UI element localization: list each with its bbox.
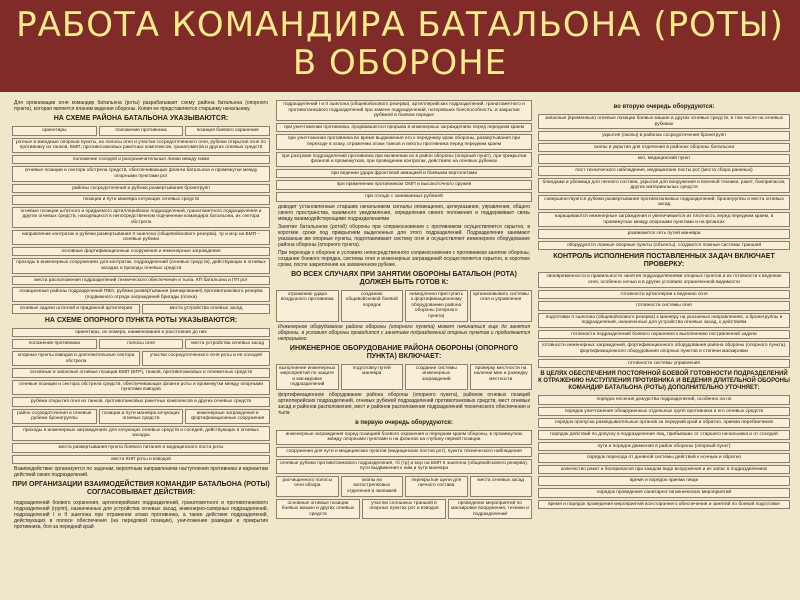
coordination-text: подразделений боевого охранения, артиллерийских подразделений, гранатометного и противотанкового подразделений (групп), назначенных для устройства огневых засад, инженерно-саперных подразделений, подразделений I и II эшелона при отражении атаки противника, а также действия подразделений, действующих в полосе обеспечения (на передовой позиции), уничтожения разведки и прикрытия противника, боя за передний край [14,500,268,531]
info-box: при уничтожении противника, прорвавшегося прорыва в инженерных заграждениях перед передним краем [276,123,532,133]
info-box: порядок проведения санитарно-гигиенических мероприятий [538,488,790,498]
info-box: основные фортификационные сооружения и инженерные заграждения [12,247,270,257]
info-box: наращиваются инженерные заграждения и увеличивается их плотность перед передним краем, в промежутках между опорными пунктами и на флангах [538,212,790,227]
info-box: проходы в инженерных сооружениях для контратак, подразделений (огневых средств), действующих в огневых засадах и проходы огневых средств [12,258,270,273]
row-1 [12,126,270,136]
info-box: немедленно приступить к фортификационному оборудованию района обороны (опорного пункта) [405,290,468,322]
info-box: организовывать системы огня и управления [470,290,533,322]
info-box: готовности артиллерии к ведению огня [538,290,790,300]
info-box: огневые задачи штатной и приданной артиллерии [12,304,140,314]
poster-title [0,6,800,82]
info-box: расчищенного полосы огня обзора [276,476,339,497]
section-heading-first-priority: в первую очередь оборудуются: [355,419,453,426]
info-box: участки сосредоточенного огня роты и ее соседей [142,351,270,366]
info-box: отражению удара воздушного противника [276,290,339,322]
info-box: при отходе с занимаемых рубежей [276,192,532,202]
info-box: порядок действий по допуску в подразделения лиц, прибывших от старшего начальника и от соседей [538,430,790,440]
info-box: готовности системы огня [538,301,790,311]
info-box: места огневых засад [470,476,533,497]
info-box: при уничтожении противника во время выдвижения его к переднему краю обороны, развертывания при переходе в атаку, отражении атаки танков и пехоты противника перед передним краем [276,134,532,149]
info-box: при разгроме подразделений противника при вклинении их в район обороны (опорный пункт), при прикрытии флангов и промежутков, при проведении контратак, действиях на огневых рубежах [276,152,532,167]
info-box: количество ракет и боеприпасов при каждом виде вооружения и их запас в подразделениях [538,465,790,475]
info-box: оборудуются ложные опорные пункты (объекты), создаются ложные системы траншей [538,241,790,251]
info-box: окопы на мотострелковых отделения и экипажей [341,476,404,497]
info-box: своевременности и правильности занятия подразделениями опорных пунктов и их готовности к ведению огня, особенно ночью и в других условиях ограниченной видимости [538,272,790,287]
interaction-note: Взаимодействие организуется по задачам, вероятным направлениям наступления противника и вариантам действий своих подразделений. [14,466,268,479]
info-box: готовности системы управления [538,359,790,369]
info-box: проходы в инженерных заграждениях для кочующих огневых средств и соседей, действующих в огневых засадах [12,426,270,441]
info-box: при ведении удара фронтовой авиацией и боевыми вертолетами [276,169,532,179]
info-box: основные огневые позиции боевых машин и других огневых средств [276,499,360,520]
info-box: развивается сеть путей маневра [538,229,790,239]
info-box: положение противника [12,339,97,349]
row-2 [12,304,270,314]
info-box: огневые рубежи противотанкового подразделения, тб (тр) и мср на БМП II эшелона (общевойскового резерва), пути выдвижения к ним и пути маневра [276,459,532,474]
boxes-first-priority [276,430,532,474]
section-heading-coordination: ПРИ ОРГАНИЗАЦИИ ВЗАИМОДЕЙСТВИЯ КОМАНДИР БАТАЛЬОНА (РОТЫ) СОГЛАСОВЫВАЕТ ДЕЙСТВИЯ: [12,481,270,497]
row-4 [12,351,270,366]
info-box: порядок несения дежурства подразделений, особенно на нп [538,395,790,405]
info-box: основные и запасные огневые позиции БМП (БТР), танков, противотанковых и огнеметных средств [12,368,270,378]
engineering-note: Инженерное оборудование района обороны (опорного пункта) может начинаться еще до занятия обороны, в условиях обороны проводится с занятием подразделений опорных пунктов и продолжается непрерывно. [278,323,530,342]
contact-text: При переходе к обороне в условиях непосредственного соприкосновения с противником занятие обороны, создание боевого порядка, системы огня и инженерных заграждений осуществляется скрытно, в короткие сроки, после закрепления на захваченном рубеже. [278,249,530,268]
title-line-2: В ОБОРОНЕ [292,43,508,83]
info-box: позиционные районы подразделений ПВО, рубежи развертывания (минирования) противотанкового резерва (подвижного отряда заграждений бригады (полка) [12,287,270,302]
info-box: порядок уничтожения обнаруженных отдельных групп противника и его огневых средств [538,407,790,417]
row-first-1 [276,476,532,497]
title-line-1: РАБОТА КОМАНДИРА БАТАЛЬОНА (РОТЫ) [16,5,784,45]
info-box: готовности инженерных заграждений, фортификационного оборудования района обороны (опорного пункта), фортификационного оборудования опорных пунктов и степени маскировки [538,341,790,356]
info-box: ориентиры [12,126,97,136]
info-box: районы сосредоточения и рубежи развертывания бронегрупп [12,184,270,194]
info-box: подготовку путей маневра [341,364,404,390]
info-box: позиция боевого охранения [185,126,270,136]
info-box: кнп, медицинский пункт [538,154,790,164]
info-box: позиции и пути маневра кочующих огневых средств [12,195,270,205]
boxes-coordination [276,123,532,202]
boxes-company-2 [12,426,270,464]
info-box: места устройства огневых засад [142,304,270,314]
info-box: участки сплошных траншей в опорных пунктах рот и взводов [362,499,446,520]
info-box: огневые позиции штатного и придаемого артиллерийских подразделений, гранатометного подразделения и других огневых средств, находящихся в непосредственном подчинении командира батальона, их сектора обстрела [12,207,270,228]
info-box: укрытия (окопы) в районах сосредоточения бронегрупп [538,131,790,141]
row-5 [12,409,270,424]
info-box: места развертывания пункта боевого питания и медицинского поста роты [12,443,270,453]
info-box: пост технического наблюдения, медицинские посты рот (места сбора раненых) [538,166,790,176]
info-box: время и порядок приема пищи [538,476,790,486]
row-engineering [276,364,532,390]
section-heading-control: КОНТРОЛЬ ИСПОЛНЕНИЯ ПОСТАВЛЕННЫХ ЗАДАЧ ВКЛЮЧАЕТ ПРОВЕРКУ: [553,253,775,269]
column-right [538,100,790,596]
info-box: положение противника [99,126,184,136]
row-first-2 [276,499,532,520]
info-box: позиции и пути маневра кочующих огневых средств [99,409,184,424]
info-box: порядок перехода от дневной системы действий к ночным и обратно [538,453,790,463]
info-box: ротные и взводные опорные пункты, их полосы огня и участки сосредоточенного огня, рубежи открытия огня по противнику из танков, БМП, противотанковых ракетных комплексов, гранатометов и других огневых средств [12,138,270,153]
section-heading-engineering: ИНЖЕНЕРНОЕ ОБОРУДОВАНИЕ РАЙОНА ОБОРОНЫ (ОПОРНОГО ПУНКТА) ВКЛЮЧАЕТ: [289,344,519,360]
info-box: ориентиры, их номера, наименования и расстояния до них [12,328,270,338]
info-box: созданию общевойсковой боевой порядок [341,290,404,322]
info-box: инженерные заграждения перед позицией боевого охранения и передним краем обороны, в промежутках между опорными пунктами и на флангах на глубину первой позиции [276,430,532,445]
occupation-text: Занятие батальоном (ротой) обороны при соприкосновении с противником осуществляется скрытно, в короткие сроки под прикрытием выделенных для этого подразделений. Подразделения занимают указанные им опорные пункты, подготавливают систему огня и осуществляют инженерное оборудование района обороны (опорного пункта). [278,223,530,248]
info-box: создание системы инженерных заграждений [405,364,468,390]
info-box: направление контратак и рубежи развертывания II эшелона (общевойскового резерва), тр и мср на БМП – огневые рубежи [12,230,270,245]
boxes-control [538,272,790,368]
row-3 [12,339,270,349]
section-heading-readiness-extra: В ЦЕЛЯХ ОБЕСПЕЧЕНИЯ ПОСТОЯННОЙ БОЕВОЙ ГОТОВНОСТИ ПОДРАЗДЕЛЕНИЙ К ОТРАЖЕНИЮ НАСТУПЛЕНИЯ ПРОТИВНИКА И ВЕДЕНИЯ ДЛИТЕЛЬНОЙ ОБОРОНЫ КОМАНДИР БАТАЛЬОНА (РОТЫ) ДОПОЛНИТЕЛЬНО УТОЧНЯЕТ: [538,371,790,392]
intro-text: Для организации огня командир батальона (роты) разрабатывает схему района батальона (опорного пункта), которая является планом ведения обороны. Копия ее представляется старшему начальнику. [14,100,268,112]
info-box: места КНП роты и взводов [12,455,270,465]
column-middle [276,100,532,596]
info-box: перекрытые щели для личного состава [405,476,468,497]
info-box: подготовки II эшелона (общевойскового резерва) к маневру на указанных направлениях, а бронегруппы и подразделений, назначенных для устройства огневых засад, к действиям [538,313,790,328]
section-heading-battalion-scheme: НА СХЕМЕ РАЙОНА БАТАЛЬОНА УКАЗЫВАЮТСЯ: [53,115,229,122]
info-box: район сосредоточения и огневые рубежи бронегруппы [12,409,97,424]
boxes-readiness-extra [538,395,790,509]
info-box: блиндажи и убежища для личного состава, укрытия для вооружения и военной техники, ракет, боеприпасов, других материальных средств [538,178,790,193]
boxes-second-priority [538,114,790,250]
info-box: полосы огня [99,339,184,349]
info-box: окопы и укрытия для отделения в районах обороны батальона [538,143,790,153]
info-box: сооружения для пути и медицинских пунктов (медицинских постов рот), пункта технического наблюдения [276,447,532,457]
info-box: огневые позиции и сектора обстрела средств, обеспечивающих фланги роты и промежутки между опорными пунктами взводов [12,380,270,395]
info-box: пути и порядок движения в район обороны (опорный пункт) [538,442,790,452]
boxes-battalion [12,138,270,303]
signals-text: доводит установленные старшим начальником сигналы оповещения, целеуказания, управления, общего своего пространства, взаимного уведомления, определения своего положения и поддерживает связь между взаимодействующими подразделениями [278,203,530,222]
boxes-company [12,368,270,406]
section-heading-company-scheme: НА СХЕМЕ ОПОРНОГО ПУНКТА РОТЫ УКАЗЫВАЮТСЯ: [44,316,238,324]
section-heading-readiness: ВО ВСЕХ СЛУЧАЯХ ПРИ ЗАНЯТИИ ОБОРОНЫ БАТАЛЬОН (РОТА) ДОЛЖЕН БЫТЬ ГОТОВ К: [291,270,517,286]
info-box: огневые позиции и сектора обстрела средств, обеспечивающих фланги батальона и промежутки между опорными пунктами рот [12,166,270,181]
info-box: готовности подразделений боевого охранения к выполнению поставленной задачи [538,330,790,340]
info-box: опорные пункты взводов и дополнительные сектора обстрела [12,351,140,366]
info-box: места устройства огневых засад [185,339,270,349]
info-box: проверку местности на наличие мин и разведку местности [470,364,533,390]
info-box: подразделений I и II эшелона (общевойскового резерва), артиллерийских подразделений, гранатометного и противотанкового подразделений при замене подразделений, потерявших боеспособность, и закрытии рубежей в боевом порядке [276,100,532,121]
info-box: порядок пропуска разведывательных органов за передний край и обратно, приема перебежчиков [538,418,790,428]
poster-header [0,0,800,92]
row-readiness [276,290,532,322]
info-box: время и порядок проведения мероприятий всестороннего обеспечения и занятий по боевой подготовке [538,500,790,510]
section-heading-second-priority: во вторую очередь оборудуются: [613,104,715,110]
fortification-text: фортификационное оборудование района обороны (опорного пункта), районов огневых позиций артиллерийских подразделений, огневых рубежей подразделений противотанковых средств, мест огневых засад и районов расположения, мест и районов расположения подразделений технического обеспечения и тыла [278,391,530,416]
info-box: места расположения подразделений технического обеспечения и тыла, КП батальона и ПП рот [12,276,270,286]
info-box: при применении противником ОМП и высокоточного оружия [276,180,532,190]
info-box: рубежи открытия огня из танков, противотанковых ракетных комплексов и других огневых средств [12,397,270,407]
column-left [12,100,270,596]
info-box: инженерные заграждения и фортификационные сооружения [185,409,270,424]
info-box: совершенствуются рубежи развертывания противотанковых подразделений, бронегруппы и места огневых засад [538,195,790,210]
info-box: проведение мероприятий по маскировке вооружения, техники и подразделений [448,499,532,520]
info-box: выполнение инженерных мероприятий по защите и маскировке подразделений [276,364,339,390]
info-box: положение соседей и разграничительные линии между ними [12,155,270,165]
info-box: запасные (временные) огневые позиции боевых машин и других огневых средств, в том числе на огневых рубежах [538,114,790,129]
